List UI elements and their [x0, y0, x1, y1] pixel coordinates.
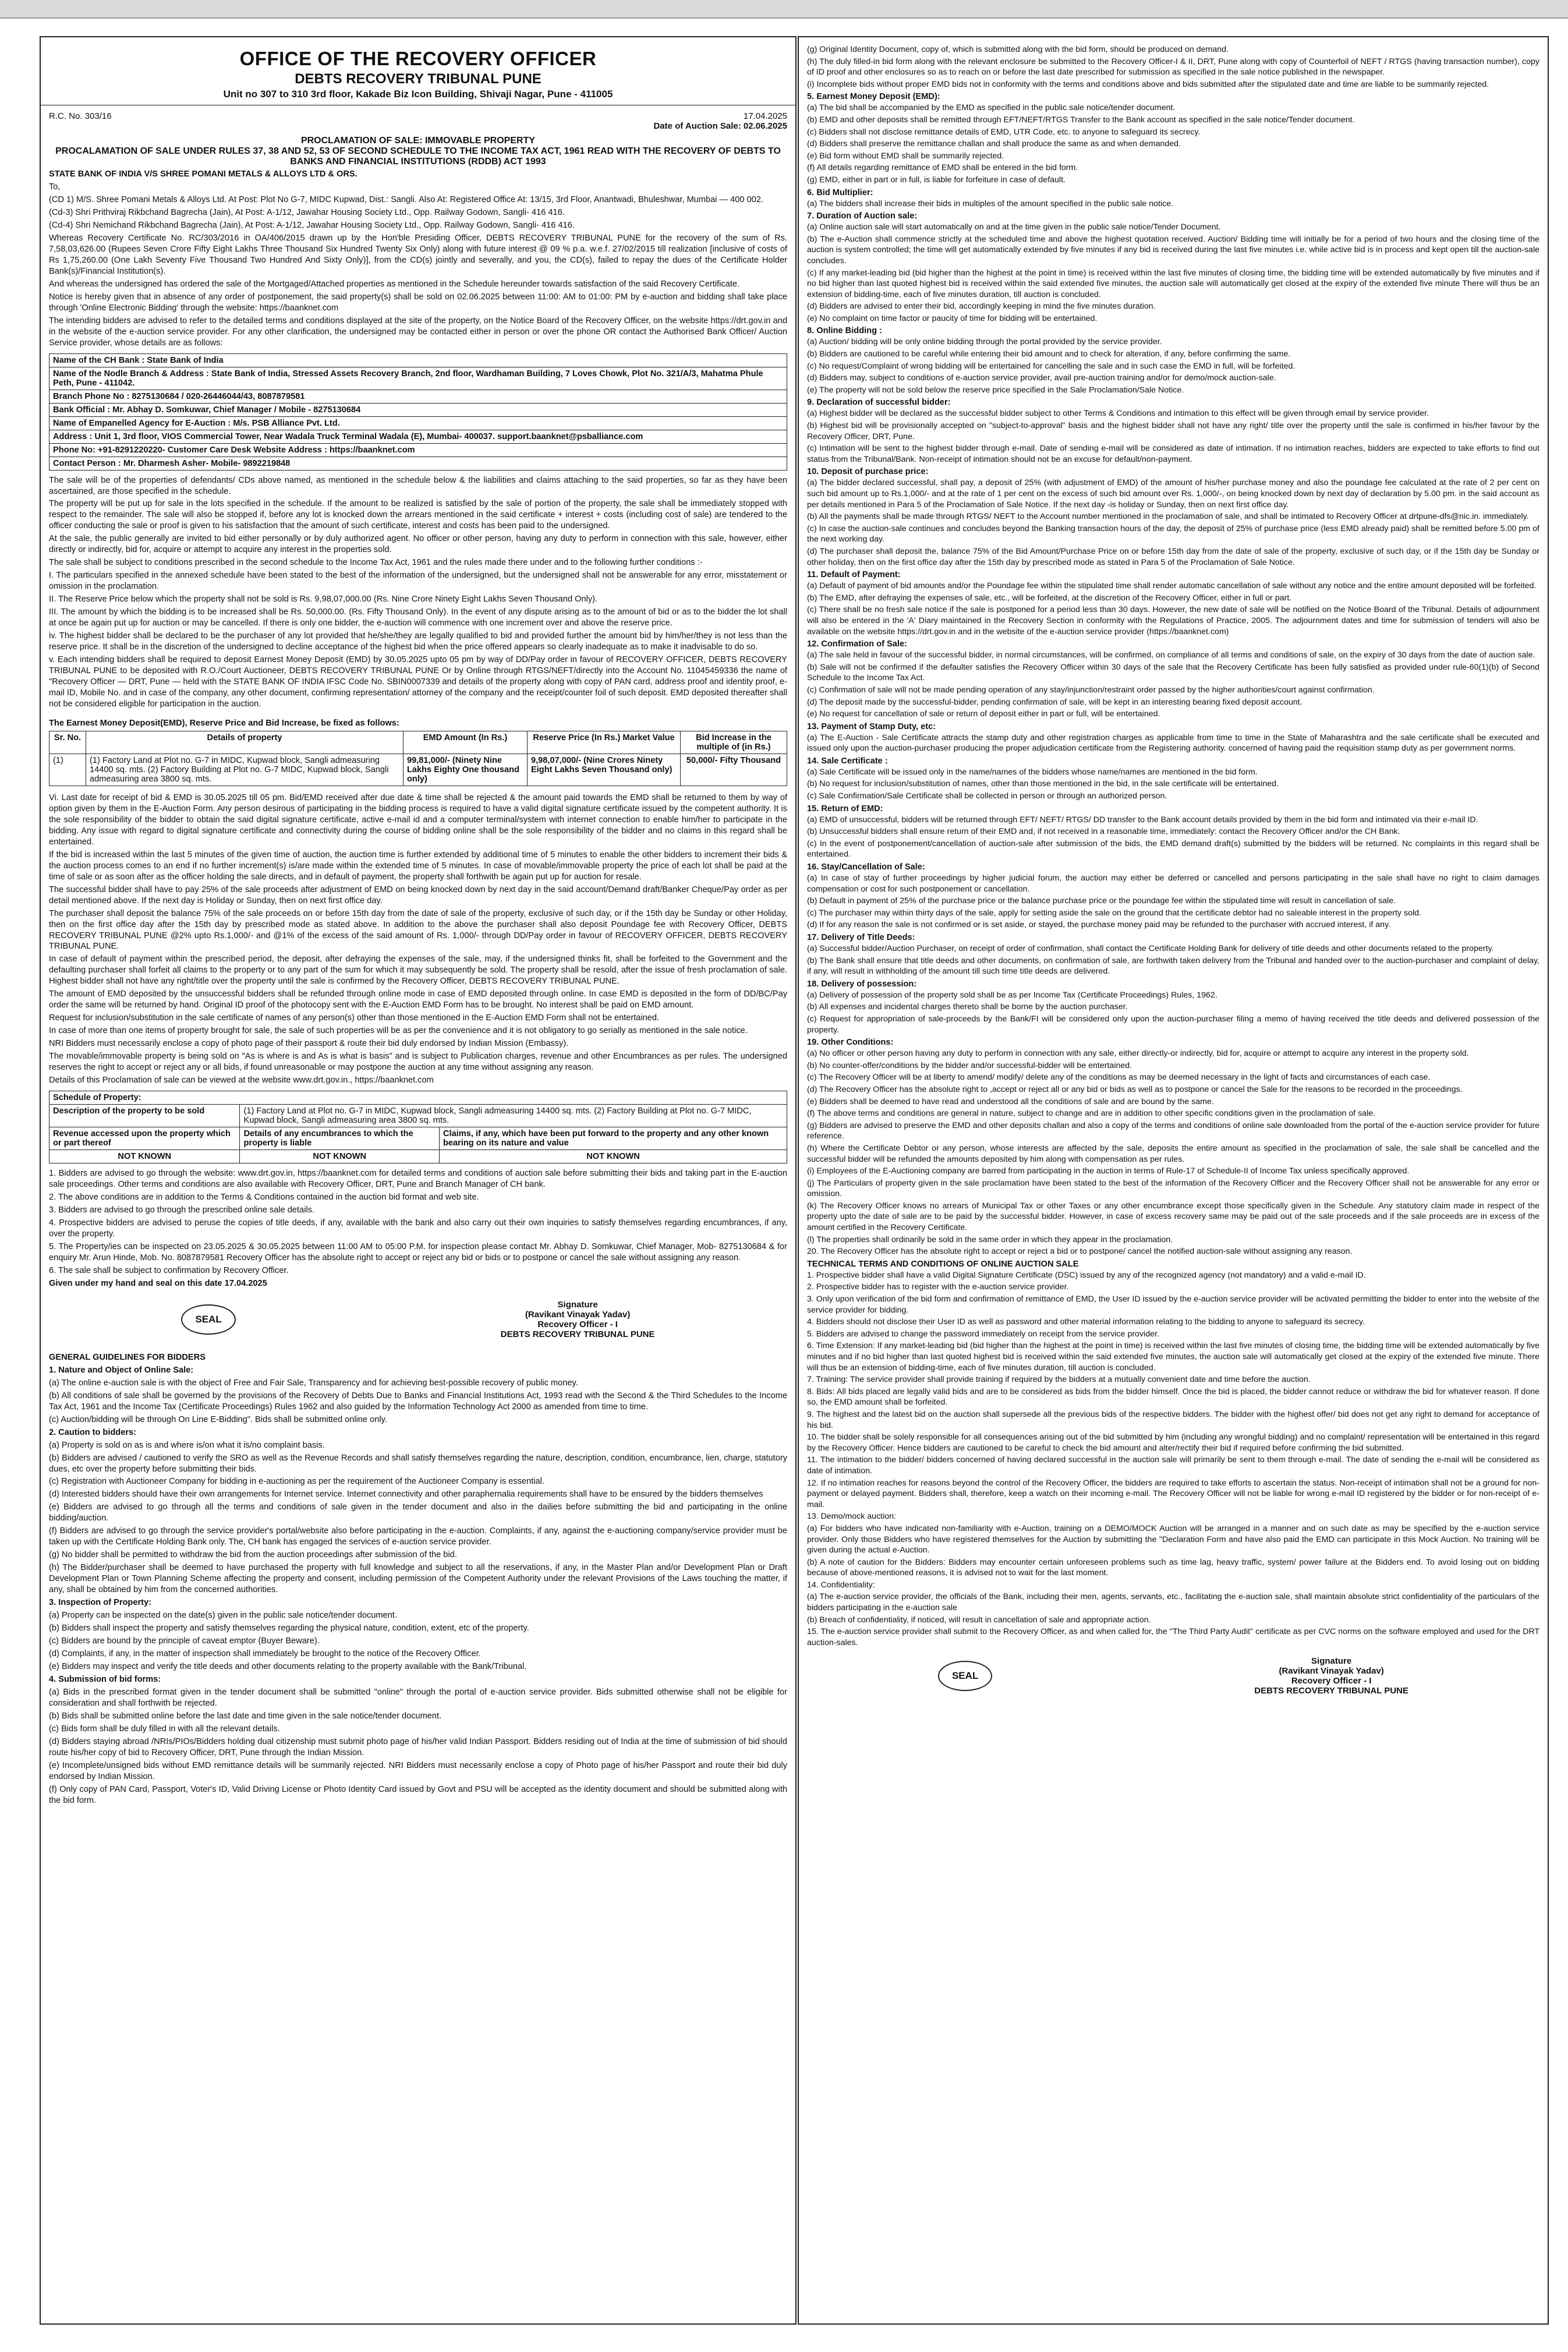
emd-table	[49, 731, 787, 786]
guideline-item: (a) The bidder declared successful, shall pay, a deposit of 25% (with adjustment of EMD) of the amount of his/her purchase money and also the poundage fee calculated at the rate of 2 per cent on such bid amount up to Rs.1,000/- and at the rate of 1 per cent on the excess of such bid amount over Rs. 1,000/-, on being knocked down by next day of declaration by 5.00 pm. in the said account as per details mentioned in Para 5 of the Proclamation of Sale Notice. If the next day -is holiday or Sunday, then on next first office day.	[807, 478, 1539, 510]
numbered-note: 2. The above conditions are in addition to the Terms & Conditions contained in the auction bid format and web site.	[49, 1193, 479, 1202]
guideline-item: (d) The purchaser shall deposit the, balance 75% of the Bid Amount/Purchase Price on or before 15th day from the date of sale of the property, exclusive of such day, or if the 15th day be Sunday or other holiday, then on the first office day after the 15th day by prescribed mode as stated in Para 5 of the Proclamation of Sale Notice.	[807, 546, 1539, 567]
guideline-item: (e) The property will not be sold below the reserve price specified in the Sale Proclamation/Sale Notice.	[807, 385, 1184, 395]
term: NRI Bidders must necessarily enclose a copy of photo page of their passport & route their bid duly endorsed by Indian Mission (Embassy).	[49, 1039, 569, 1049]
guideline-item: 7. Training: The service provider shall provide training if required by the bidders at a mutually convenient date and time before the auction.	[807, 1375, 1311, 1385]
office-title: OFFICE OF THE RECOVERY OFFICER	[239, 48, 597, 69]
guideline-item: (c) If any market-leading bid (bid higher than the highest at the point in time) is received within the last five minutes of closing time, the bidding time will be extended automatically by five minutes and if no bid higher than last quoted highest bid is received within the said extended five minutes, the auction sale will automatically get closed at the expiry of the extended five minute There will thus be an extension of bidding-time, each of five minutes duration, till auction is concluded.	[807, 268, 1539, 299]
guideline-item: (a) The bidders shall increase their bids in multiples of the amount specified in the public sale notice.	[807, 199, 1174, 208]
guideline-item: (a) The online e-auction sale is with the object of Free and Fair Sale, Transparency and for achieving best-possible recovery of public money.	[49, 1378, 578, 1388]
guideline-item: (c) Intimation will be sent to the highest bidder through e-mail. Date of sending e-mail will be considered as date of intimation. If no intimation reaches, bidders are expected to take efforts to find out status from the Tribunal/Bank. Non-receipt of intimation should not be an excuse for default/non-payment.	[807, 444, 1539, 464]
schedule-desc-label: Description of the property to be sold	[49, 1105, 240, 1127]
guideline-item: (c) There shall be no fresh sale notice if the sale is postponed for a period less than 30 days. However, the new date of sale will be notified on the Notice Board of the Tribunal. Details of adjournment will also be entered in the 'A' Diary maintained in the Recovery Section in conformity with the Regulations of Practice, 2005. The adjournment dates and time for submission of tenders will also be available on the website https://drt.gov.in and in the website of the e-auction service provider (https://baanknet.com)	[807, 605, 1539, 636]
guideline-item: (c) In the event of postponement/cancellation of auction-sale after submission of the bids, the EMD demand draft(s) submitted by the bidders will be returned. Nc complaints in this regard shall be entertained.	[807, 839, 1539, 860]
guideline-item: (d) Complaints, if any, in the matter of inspection shall immediately be brought to the notice of the Recovery Officer.	[49, 1649, 481, 1659]
condition-ii: II. The Reserve Price below which the property shall not be sold is Rs. 9,98,07,000.00 (Rs. Nine Crore Ninety Eight Lakhs Seven Thousand Only).	[49, 595, 598, 604]
guideline-item: (b) Default in payment of 25% of the purchase price or the balance purchase price or the poundage fee within the stipulated time will result in cancellation of sale.	[807, 896, 1396, 906]
signatory-name: (Ravikant Vinayak Yadav)	[525, 1309, 631, 1320]
guideline-item: (e) No request for cancellation of sale or return of deposit either in part or full, will be entertained.	[807, 709, 1160, 719]
guideline-item: 4. Bidders should not disclose their User ID as well as password and other material information relating to the bidding to anyone to safeguard its secrecy.	[807, 1317, 1365, 1327]
guideline-item: (b) Breach of confidentiality, if noticed, will result in cancellation of sale and appropriate action.	[807, 1615, 1151, 1625]
recital-1: Whereas Recovery Certificate No. RC/303/2016 in OA/406/2015 drawn up by the Hon'ble Presiding Officer, DEBTS RECOVERY TRIBUNAL PUNE for the recovery of the sum of Rs. 7,58,03,626.00 (Rupees Seven Crore Fifty Eight Lakhs Three Thousand Six Hundred Twenty Six Only) along with future interest @ 09 % p.a. w.e.f. 27/02/2015 till realization [inclusive of costs of Rs 1,75,260.00 (One Lakh Seventy Five Thousand Two Hundred And Sixty Only)], from the CD(s) jointly and severally, and you, the CD(s), failed to repay the dues of the Certificate Holder Bank(s)/Financial Institution(s).	[49, 233, 787, 276]
condition-iii: III. The amount by which the bidding is to be increased shall be Rs. 50,000.00. (Rs. Fifty Thousand Only). In the event of any dispute arising as to the amount of bid or as to the bidder the lot shall at once be again put up for auction or may be cancelled. If there is only one bidder, the e-auction will commence with one increment over and above the reserve price.	[49, 607, 787, 628]
proclamation-heading: PROCLAMATION OF SALE: IMMOVABLE PROPERTY	[300, 136, 536, 146]
guideline-heading: 14. Sale Certificate :	[807, 756, 888, 766]
guideline-item: (d) Interested bidders should have their own arrangements for Internet service. Internet connectivity and other paraphernalia requirements shall have to be ensured by the bidders themselves	[49, 1490, 763, 1499]
guideline-item: (a) Bids in the prescribed format given in the tender document shall be submitted "online" through the portal of e-auction service provider. Bids submitted otherwise shall not be eligible for consideration and shall forthwith be rejected.	[49, 1687, 787, 1708]
guideline-item: (g) Original Identity Document, copy of, which is submitted along with the bid form, should be produced on demand.	[807, 45, 1229, 54]
guideline-item: (b) Bids shall be submitted online before the last date and time given in the sale notice/tender document.	[49, 1711, 442, 1721]
guideline-item: (d) Bidders staying abroad /NRIs/PIOs/Bidders holding dual citizenship must submit photo page of his/her valid Indian Passport. Bidders residing out of India at the time of submission of bid should route his/her copy of bid to Recovery Officer, DRT, Pune through the Indian Mission.	[49, 1736, 787, 1757]
guideline-item: (b) Sale will not be confirmed if the defaulter satisfies the Recovery Officer within 30 days of the sale that the Recovery Certificate has been fully satisfied as provided under rule-60(1)(b) of Second Schedule to the Income Tax Act.	[807, 662, 1539, 683]
contact-row: Branch Phone No : 8275130684 / 020-26446044/43, 8087879581	[49, 390, 787, 403]
term: Request for inclusion/substitution in the sale certificate of names of any person(s) other than those mentioned in the E-Auction EMD Form shall not be entertained.	[49, 1013, 660, 1023]
emd-header: EMD Amount (In Rs.)	[403, 731, 528, 754]
guideline-item: (k) The Recovery Officer knows no arrears of Municipal Tax or other Taxes or any other encumbrance except those specifically given in the Schedule. Any statutory claim made in respect of the property upto the date of sale are to be paid by the successful bidder. However, in case of excess recovery same may be paid out of the sale proceeds and if the sale proceeds are in excess of the amount certified in the Recovery Certificate.	[807, 1201, 1539, 1233]
guideline-item: (b) All conditions of sale shall be governed by the provisions of the Recovery of Debts Due to Banks and Financial Institutions Act, 1993 read with the Second & the Third Schedules to the Income Tax Act, 1961 and the Income Tax (Certificate Proceedings) Rules 1962 and also guided by the Information Technology Act 2000 as amended from time to time.	[49, 1391, 787, 1412]
guideline-item: (a) Highest bidder will be declared as the successful bidder subject to other Terms & Conditions and intimation to this effect will be given through email by service provider.	[807, 409, 1429, 419]
term: The purchaser shall deposit the balance 75% of the sale proceeds on or before 15th day from the date of sale of the property, exclusive of such day, or if the 15th day be Sunday or other Holiday, then on the first office day after the 15th day by prescribed mode as stated above. In addition to the above the purchaser shall also deposit Poundage fee with Recovery Officer, DEBTS RECOVERY TRIBUNAL PUNE @2% upto Rs.1,000/- and @1% of the excess of the said amount of Rs. 1,000/- through DD/Pay order in favour of RECOVERY OFFICER, DEBTS RECOVERY TRIBUNAL PUNE.	[49, 908, 787, 952]
guideline-heading: 17. Delivery of Title Deeds:	[807, 933, 915, 942]
guideline-item: 1. Prospective bidder shall have a valid Digital Signature Certificate (DSC) issued by any of the recognized agency (not mandatory) and a valid e-mail ID.	[807, 1270, 1366, 1280]
guideline-item: (c) Confirmation of sale will not be made pending operation of any stay/injunction/restraint order passed by the higher authorities/court against confirmation.	[807, 685, 1375, 695]
numbered-note: 1. Bidders are advised to go through the website: www.drt.gov.in, https://baanknet.com for detailed terms and conditions of auction sale before submitting their bids and taking part in the E-auction sale proceedings. Other terms and conditions are also available with Recovery Officer, DRT, Pune and Branch Manager of CH bank.	[49, 1169, 787, 1190]
contact-row: Bank Official : Mr. Abhay D. Somkuwar, Chief Manager / Mobile - 8275130684	[49, 403, 787, 416]
term: The successful bidder shall have to pay 25% of the sale proceeds after adjustment of EMD on being knocked down by next day in the said account/Demand draft/Banker Cheque/Pay order as per detail mentioned above. If the next day is Holiday or Sunday, then on next first office day.	[49, 885, 787, 906]
schedule-header: Claims, if any, which have been put forward to the property and any other known bearing on its nature and value	[439, 1127, 787, 1150]
guideline-item: (e) Incomplete/unsigned bids without EMD remittance details will be summarily rejected. NRI Bidders must necessarily enclose a copy of Photo page of his/her Passport and route their bid duly endorsed by Indian Mission.	[49, 1760, 787, 1781]
guideline-heading: 19. Other Conditions:	[807, 1038, 894, 1048]
condition-b: At the sale, the public generally are invited to bid either personally or by duly authorized agent. No officer or other person, having any duty to perform in connection with this sale, however, either directly or indirectly, bid for, acquire or attempt to acquire any interest in the properties sold.	[49, 534, 787, 555]
guideline-item: (d) If for any reason the sale is not confirmed or is set aside, or stayed, the purchase money paid may be refunded to the purchaser with accrued interest, if any.	[807, 920, 1391, 930]
guideline-item: (b) EMD and other deposits shall be remitted through EFT/NEFT/RTGS Transfer to the Bank account as specified in the sale notice/Tender document.	[807, 115, 1355, 125]
auction-date: Date of Auction Sale: 02.06.2025	[653, 121, 787, 131]
signature-row-right	[807, 1656, 1539, 1696]
proclamation-column	[40, 36, 797, 2325]
guideline-item: (b) Bidders are advised / cautioned to verify the SRO as well as the Revenue Records and shall satisfy themselves regarding the nature, description, condition, encumbrance, lien, charge, statutory dues, etc over the property before submitting their bids.	[49, 1453, 787, 1474]
guideline-item: (a) For bidders who have indicated non-familiarity with e-Auction, training on a DEMO/MOCK Auction will be arranged in a manner and on such date as may be specified by the e-auction service provider. Only those Bidders who have registered themselves for the Auction by submitting the "Declaration Form and have also paid the EMD can participate in this Mock Auction. No training will be given during the actual e-Auction.	[807, 1523, 1539, 1555]
guideline-item: (b) The EMD, after defraying the expenses of sale, etc., will be forfeited, at the discretion of the Recovery Officer, either in full or part.	[807, 593, 1292, 603]
guideline-item: (f) The above terms and conditions are general in nature, subject to change and are in addition to other specific conditions given in the proclamation of sale.	[807, 1109, 1376, 1119]
guideline-item: 8. Bids: All bids placed are legally valid bids and are to be considered as bids from the bidder himself. Once the bid is placed, the bidder cannot reduce or withdraw the bid for whatever reason. If done so, the EMD amount shall be forfeited.	[807, 1387, 1539, 1407]
signatory-office: DEBTS RECOVERY TRIBUNAL PUNE	[500, 1329, 655, 1339]
emd-header: Reserve Price (In Rs.) Market Value	[528, 731, 681, 754]
guideline-item: (f) Only copy of PAN Card, Passport, Voter's ID, Valid Driving License or Photo Identity Card issued by Govt and PSU will be accepted as the identity document and should be submitted along with the bid form.	[49, 1784, 787, 1805]
guideline-item: (a) The sale held in favour of the successful bidder, in normal circumstances, will be confirmed, on compliance of all terms and conditions of sale, on the expiry of 30 days from the date of auction sale.	[807, 650, 1535, 660]
guideline-item: (e) Bidders shall be deemed to have read and understood all the conditions of sale and are bound by the same.	[807, 1097, 1214, 1106]
guideline-item: (c) No request/Complaint of wrong bidding will be entertained for cancelling the sale and in such case the EMD in full, will be forfeited.	[807, 361, 1296, 371]
guideline-item: (h) The Bidder/purchaser shall be deemed to have purchased the property with full knowledge and subject to all the reservations, if any, in the Master Plan and/or Development Plan or Draft Development Plan or Town Planning Scheme affecting the property and consent, including permission of the Competent Authority under the relevant Provisions of the Laws touching the matter, if any, shall be obtained by him from the concerned authorities.	[49, 1563, 787, 1595]
guideline-item: (c) The Recovery Officer will be at liberty to amend/ modify/ delete any of the conditions as may be deemed necessary in the light of facts and circumstances of each case.	[807, 1073, 1431, 1083]
guideline-item: (a) No officer or other person having any duty to perform in connection with any sale, either directly-or indirectly, bid for, acquire or attempt to acquire any interest in the property sold.	[807, 1049, 1469, 1059]
guideline-item: (b) All the payments shall be made through RTGS/ NEFT to the Account number mentioned in the proclamation of sale, and shall be intimated to Recovery Officer at drtpune-dfs@nic.in. immediately.	[807, 512, 1529, 522]
schedule-title: Schedule of Property:	[49, 1091, 787, 1105]
tribunal-name: DEBTS RECOVERY TRIBUNAL PUNE	[295, 71, 541, 87]
schedule-value: NOT KNOWN	[49, 1150, 240, 1163]
guideline-item: (c) Request for appropriation of sale-proceeds by the Bank/FI will be considered only upon the auction-purchaser filing a memo of having received the title deeds and delivered possession of the property.	[807, 1014, 1539, 1035]
signatory-office: DEBTS RECOVERY TRIBUNAL PUNE	[1254, 1686, 1409, 1696]
signatory-name: (Ravikant Vinayak Yadav)	[1279, 1666, 1384, 1677]
guideline-item: (i) Employees of the E-Auctioning company are barred from participating in the auction in terms of Rule-17 of Schedule-II of Income Tax unless specifically approved.	[807, 1166, 1410, 1176]
guideline-item: (g) EMD, either in part or in full, is liable for forfeiture in case of default.	[807, 175, 1066, 185]
condition-iv: iv. The highest bidder shall be declared to be the purchaser of any lot provided that he/she/they are legally qualified to bid and provided further the amount bid by him/her/they is not less than the reserve price. It shall be in the discretion of the undersigned to decline acceptance of the highest bid when the price offered appears so clearly inadequate as to make it inadvisable to do so.	[49, 631, 787, 652]
date-stack	[653, 111, 787, 131]
guideline-heading: 16. Stay/Cancellation of Sale:	[807, 862, 925, 872]
guideline-item: (a) Sale Certificate will be issued only in the name/names of the bidders whose name/names are mentioned in the bid form.	[807, 767, 1258, 777]
guideline-heading: 7. Duration of Auction sale:	[807, 211, 918, 221]
guideline-item: (d) The deposit made by the successful-bidder, pending confirmation of sale, will be kept in an interesting bearing fixed deposit account.	[807, 697, 1302, 707]
signature-block	[1254, 1656, 1408, 1696]
guideline-item: (j) The Particulars of property given in the sale proclamation have been stated to the best of the information of the Recovery Officer and the Recovery Officer shall not be answerable for any error or omission.	[807, 1178, 1539, 1199]
guideline-heading: 8. Online Bidding :	[807, 326, 882, 336]
condition-c: The sale shall be subject to conditions prescribed in the second schedule to the Income Tax Act, 1961 and the rules made there under and to the following further conditions :-	[49, 558, 703, 568]
guideline-item: 9. The highest and the latest bid on the auction shall supersede all the previous bids of the respective bidders. The bidder with the highest offer/ bid does not get any right to demand for acceptance of his bid.	[807, 1409, 1539, 1430]
guidelines-column	[798, 36, 1549, 2325]
emd-header: Sr. No.	[49, 731, 86, 754]
guideline-item: (a) Auction/ bidding will be only online bidding through the portal provided by the service provider.	[807, 337, 1162, 347]
term: Details of this Proclamation of sale can be viewed at the website www.drt.gov.in., https://baanknet.com	[49, 1076, 434, 1085]
guideline-heading: 2. Caution to bidders:	[49, 1427, 136, 1437]
guideline-item: (h) The duly filled-in bid form along with the relevant enclosure be submitted to the Recovery Officer-I & II, DRT, Pune along with copy of Counterfoil of NEFT / RTGS (having transaction number), copy of ID proof and other enclosures so as to reach on or before the last date prescribed for submission as specified in the sale notice published in the newspaper.	[807, 56, 1539, 77]
contact-row: Name of the Nodle Branch & Address : State Bank of India, Stressed Assets Recovery Branch, 2nd floor, Wardhaman Building, 7 Loves Chowk, Plot No. 321/A/3, Mahatma Phule Peth, Pune - 411042.	[49, 367, 787, 390]
proclamation-subheading: PROCALAMATION OF SALE UNDER RULES 37, 38 AND 52, 53 OF SECOND SCHEDULE TO THE INCOME TAX ACT, 1961 READ WITH THE RECOVERY OF DEBTS TO BANKS AND FINANCIAL INSTITUTIONS (RDDB) ACT 1993	[55, 146, 781, 167]
guideline-item: (c) Bids form shall be duly filled in with all the relevant details.	[49, 1724, 280, 1734]
guideline-item: (e) Bid form without EMD shall be summarily rejected.	[807, 151, 1004, 161]
guideline-item: 3. Only upon verification of the bid form and confirmation of remittance of EMD, the User ID issued by the e-auction service provider will be activated permitting the bidder to enter into the website of the service provider for bidding.	[807, 1295, 1539, 1315]
guideline-item: (a) Online auction sale will start automatically on and at the time given in the public sale notice/Tender Document.	[807, 222, 1221, 232]
guideline-item: (e) Bidders may inspect and verify the title deeds and other documents relating to the property available with the Bank/Tribunal.	[49, 1662, 527, 1671]
guideline-item: (f) Bidders are advised to go through the service provider's portal/website also before participating in the e-auction. Complaints, if any, against the e-auctioning company/service provider must be taken up with the Certificate Holding Bank only. The, CH bank has engaged the services of e-auction service provider.	[49, 1526, 787, 1547]
emd-cell: (1)	[49, 754, 86, 786]
numbered-note: 5. The Property/ies can be inspected on 23.05.2025 & 30.05.2025 between 11:00 AM to 05:00 P.M. for inspection please contact Mr. Abhay D. Somkuwar, Chief Manager, Mob- 8275130684 & for enquiry Mr. Arun Hinde, Mob. No. 8087879581 Recovery Officer has the absolute right to accept or reject any bid or bids or to postpone or cancel the sale without assigning any reason.	[49, 1242, 787, 1262]
guideline-item: (b) The Bank shall ensure that title deeds and other documents, on confirmation of sale, are forthwith taken delivery from the Tribunal and handed over to the auction-purchaser and complaint of delay, if any, will result in withholding of the amount till such time title deeds are delivered.	[807, 956, 1539, 977]
guideline-item: (b) No counter-offer/conditions by the bidder and/or successful-bidder will be entertained.	[807, 1060, 1132, 1070]
guideline-heading: 4. Submission of bid forms:	[49, 1674, 161, 1684]
signature-label: Signature	[1311, 1656, 1352, 1667]
guideline-item: (c) Bidders are bound by the principle of caveat emptor (Buyer Beware).	[49, 1636, 320, 1646]
term: The amount of EMD deposited by the unsuccessful bidders shall be refunded through online mode in case of EMD deposited through online. In case EMD is deposited in the form of DD/BC/Pay order the same will be returned by hand. Original ID proof of the photocopy sent with the E-Auction EMD Form has to be brought. No interest shall be paid on EMD amount.	[49, 989, 787, 1010]
guidelines-body	[807, 44, 1539, 1648]
schedule-value: NOT KNOWN	[439, 1150, 787, 1163]
guideline-item: 5. Bidders are advised to change the password immediately on receipt from the service provider.	[807, 1329, 1159, 1339]
schedule-value: NOT KNOWN	[240, 1150, 440, 1163]
emd-table-caption: The Earnest Money Deposit(EMD), Reserve Price and Bid Increase, be fixed as follows:	[49, 718, 399, 728]
cd3-address: (Cd-3) Shri Prithviraj Rikbchand Bagrecha (Jain), At Post: A-1/12, Jawahar Housing Society Ltd., Opp. Railway Godown, Sangli- 416 416.	[49, 207, 565, 217]
guideline-item: (d) Bidders shall preserve the remittance challan and shall produce the same as and when demanded.	[807, 139, 1181, 149]
guideline-item: (c) Sale Confirmation/Sale Certificate shall be collected in person or through an authorized person.	[807, 791, 1167, 801]
guidelines-title: GENERAL GUIDELINES FOR BIDDERS	[49, 1352, 206, 1362]
schedule-table	[49, 1091, 787, 1163]
term: In case of more than one items of property brought for sale, the sale of such properties will be as per the convenience and it is not obligatory to go serially as mentioned in the sale notice.	[49, 1026, 748, 1036]
guideline-item: (b) A note of caution for the Bidders: Bidders may encounter certain unforeseen problems such as time lag, heavy traffic, system/ power failure at the Bidders end. To avoid losing out on bidding because of above-mentioned reasons, it is advised not to wait for the last moment.	[807, 1557, 1539, 1578]
condition-a: The property will be put up for sale in the lots specified in the schedule. If the amount to be realized is satisfied by the sale of portion of the property, the sale shall be immediately stopped with respect to the remainder. The sale will also be stopped if, before any lot is knocked down the arrears mentioned in the said certificate + interest + costs (including cost of sale) are tendered to the officer conducting the sale or proof is given to his satisfaction that the amount of such certificate, interest and costs has been paid to the undersigned.	[49, 499, 787, 531]
guideline-item: 14. Confidentiality:	[807, 1580, 875, 1590]
guideline-heading: 6. Bid Multiplier:	[807, 188, 873, 197]
guideline-item: 11. The intimation to the bidder/ bidders concerned of having declared successful in the auction sale will primarily be sent to them through e-mail. The date of sending the e-mail will be considered as date of intimation.	[807, 1455, 1539, 1476]
recital-2: And whereas the undersigned has ordered the sale of the Mortgaged/Attached properties as mentioned in the Schedule hereunder towards satisfaction of the said Recovery Certificate.	[49, 279, 740, 289]
guideline-item: (c) In case the auction-sale continues and concludes beyond the Banking transaction hours of the day, the deposit of 25% of purchase price (less EMD already paid) shall be remitted before 5.00 pm of the next working day.	[807, 524, 1539, 544]
schedule-header: Revenue accessed upon the property which or part thereof	[49, 1127, 240, 1150]
guideline-heading: 5. Earnest Money Deposit (EMD):	[807, 92, 940, 102]
guideline-heading: 15. Return of EMD:	[807, 804, 883, 814]
contact-row: Name of Empanelled Agency for E-Auction : M/s. PSB Alliance Pvt. Ltd.	[49, 416, 787, 430]
guideline-item: (a) Delivery of possession of the property sold shall be as per Income Tax (Certificate Proceedings) Rules, 1962.	[807, 990, 1217, 1000]
guideline-item: (a) Default of payment of bid amounts and/or the Poundage fee within the stipulated time shall render automatic cancellation of sale without any notice and the entire amount deposited will be forfeited.	[807, 581, 1537, 591]
guideline-item: (a) In case of stay of further proceedings by higher judicial forum, the auction may either be deferred or cancelled and persons participating in the sale shall have no right to claim damages compensation or cost for such postponement or cancellation.	[807, 873, 1539, 894]
guideline-item: (c) Bidders shall not disclose remittance details of EMD, UTR Code, etc. to anyone to safeguard its secrecy.	[807, 127, 1201, 137]
recital-3: Notice is hereby given that in absence of any order of postponement, the said property(s) shall be sold on 02.06.2025 between 11:00: AM to 01:00: PM by e-auction and bidding shall take place through 'Online Electronic Bidding' through the website: https://baanknet.com	[49, 292, 787, 313]
guideline-item: (a) The bid shall be accompanied by the EMD as specified in the public sale notice/tender document.	[807, 103, 1176, 113]
emd-header: Details of property	[86, 731, 403, 754]
guideline-item: (d) The Recovery Officer has the absolute right to ,accept or reject all or any bid or bids as well as to postpone or cancel the Sale for the reasons to be recorded in the proceedings.	[807, 1084, 1463, 1094]
guideline-item: (c) Registration with Auctioneer Company for bidding in e-auctioning as per the requirement of the Auctioneer Company is essential.	[49, 1477, 544, 1487]
signature-label: Signature	[557, 1299, 598, 1310]
numbered-note: 4. Prospective bidders are advised to peruse the copies of title deeds, if any, available with the bank and also carry out their own inquiries to satisfy themselves regarding encumbrances, if any, over the property.	[49, 1218, 787, 1239]
recital-4: The intending bidders are advised to refer to the detailed terms and conditions displayed at the site of the property, on the Notice Board of the Recovery Officer, on the website https://drt.gov.in and in the website of the e-auction service provider. For any other clarification, the undersigned may be contacted either in person or over the phone OR contact the Authorised Bank Officer/ Auction Service provider, whose details are as follows:	[49, 316, 787, 348]
guideline-heading: 18. Delivery of possession:	[807, 979, 917, 989]
contact-table	[49, 353, 787, 471]
guideline-item: 12. If no intimation reaches for reasons beyond the control of the Recovery Officer, the bidders are required to take efforts to ascertain the status. Non-receipt of intimation shall not be a ground for non-payment or delayed payment. Bidders shall, therefore, keep a watch on their incoming e-mail. The Recovery Officer will not be liable for wrong e-mail ID registered by the bidder or for non-receipt of e-mail.	[807, 1478, 1539, 1509]
guideline-item: 10. The bidder shall be solely responsible for all consequences arising out of the bid submitted by him (including any wrongful bidding) and no complaint/ representation will be entertained in this regard by the Recovery Officer. Hence bidders are cautioned to be careful to check the bid amount and alter/rectify their bid if required before confirming the bid submitted.	[807, 1433, 1539, 1453]
guideline-item: (d) Bidders may, subject to conditions of e-auction service provider, avail pre-auction training and/or for demo/mock auction-sale.	[807, 373, 1276, 383]
guideline-heading: 9. Declaration of successful bidder:	[807, 398, 951, 408]
cd1-address: (CD 1) M/S. Shree Pomani Metals & Alloys Ltd. At Post: Plot No G-7, MIDC Kupwad, Dist.: Sangli. Also At: Registered Office At: 13/15, 3rd Floor, Anantwadi, Bhuleshwar, Mumbai — 400 002.	[49, 194, 763, 204]
guideline-item: (a) EMD of unsuccessful, bidders will be returned through EFT/ NEFT/ RTGS/ DD transfer to the Bank account details provided by them in the bid form and intimated via their e-mail ID.	[807, 815, 1478, 825]
guideline-item: 13. Demo/mock auction:	[807, 1512, 896, 1522]
contact-row: Contact Person : Mr. Dharmesh Asher- Mobile- 9892219848	[49, 457, 787, 470]
emd-cell: 9,98,07,000/- (Nine Crores Ninety Eight Lakhs Seven Thousand only)	[528, 754, 681, 786]
signature-block	[501, 1300, 655, 1339]
guideline-heading: 10. Deposit of purchase price:	[807, 467, 929, 477]
guideline-item: (c) Auction/bidding will be through On Line E-Bidding". Bids shall be submitted online only.	[49, 1414, 387, 1424]
guideline-item: (b) No request for inclusion/substitution of names, other than those mentioned in the bid, in the sale certificate will be entertained.	[807, 779, 1279, 789]
guideline-item: (a) Property can be inspected on the date(s) given in the public sale notice/tender document.	[49, 1611, 397, 1621]
term: In case of default of payment within the prescribed period, the deposit, after defraying the expenses of the sale, may, if the undersigned thinks fit, shall be forfeited to the Government and the defaulting purchaser shall forfeit all claims to the property or to any part of the sum for which it may subsequently be sold. The property shall be resold, after the issue of fresh proclamation of sale. Highest bidder shall not have any right/title over the property until the sale is confirmed by the Recovery Officer, DEBTS RECOVERY TRIBUNAL PUNE.	[49, 954, 787, 986]
signatory-designation: Recovery Officer - I	[1291, 1676, 1372, 1686]
condition-i: I. The particulars specified in the annexed schedule have been stated to the best of the information of the undersigned, but the undersigned shall not be answerable for any error, misstatement or omission in the proclamation.	[49, 571, 787, 592]
signatory-designation: Recovery Officer - I	[537, 1319, 618, 1329]
guideline-item: (h) Where the Certificate Debtor or any person, whose interests are affected by the sale, deposits the entire amount as specified in the proclamation of sale, the sale shall be cancelled and the successful bidder will be refunded the amounts deposited by him along with compensation as per rules.	[807, 1143, 1539, 1164]
guideline-item: 15. The e-auction service provider shall submit to the Recovery Officer, as and when called for, the "The Third Party Audit" certificate as per CVC norms on the software employed and used for the DRT auction-sales.	[807, 1627, 1539, 1647]
guideline-heading: 13. Payment of Stamp Duty, etc:	[807, 721, 936, 731]
numbered-note: 6. The sale shall be subject to confirmation by Recovery Officer.	[49, 1265, 289, 1275]
schedule-desc-value: (1) Factory Land at Plot no. G-7 in MIDC, Kupwad block, Sangli admeasuring 14400 sq. mts. (2) Factory Building at Plot no. G-7 MIDC, Kupwad block, Sangli admeasuring area 3800 sq. mts.	[240, 1105, 787, 1127]
emd-header: Bid Increase in the multiple of (in Rs.)	[681, 731, 787, 754]
emd-cell: (1) Factory Land at Plot no. G-7 in MIDC, Kupwad block, Sangli admeasuring 14400 sq. mts. (2) Factory Building at Plot no. G-7 MIDC, Kupwad block, Sangli admeasuring area 3800 sq. mts.	[86, 754, 403, 786]
guideline-item: (a) Property is sold on as is and where is/on what it is/no complaint basis.	[49, 1440, 325, 1450]
guideline-item: (b) All expenses and incidental charges thereto shall be borne by the auction purchaser.	[807, 1002, 1128, 1012]
guideline-item: (e) Bidders are advised to go through all the terms and conditions of sale given in the tender document and also in the dailies before submitting the bid and participating in the online bidding/auction.	[49, 1502, 787, 1523]
guideline-item: (b) The e-Auction shall commence strictly at the scheduled time and above the highest quotation received. Auction/ Bidding time will initially be for a period of two hours and the closing time of the auction is system controlled; the time will get automatically extended by five minutes if any bid is received during the last five minutes i.e. while active bid is in process and kept open till the auction-sale concludes.	[807, 234, 1539, 266]
given-under-hand: Given under my hand and seal on this date 17.04.2025	[49, 1278, 267, 1288]
guideline-item: (g) No bidder shall be permitted to withdraw the bid from the auction proceedings after submission of the bid.	[49, 1550, 457, 1560]
guideline-item: (l) The properties shall ordinarily be sold in the same order in which they appear in the proclamation.	[807, 1235, 1173, 1244]
guideline-heading: 3. Inspection of Property:	[49, 1598, 151, 1608]
numbered-note: 3. Bidders are advised to go through the prescribed online sale details.	[49, 1205, 314, 1215]
guideline-heading: 12. Confirmation of Sale:	[807, 639, 907, 649]
emd-cell: 50,000/- Fifty Thousand	[681, 754, 787, 786]
term: If the bid is increased within the last 5 minutes of the given time of auction, the auction time is further extended by additional time of 5 minutes to enable the other bidders to increment their bids & the auction process comes to an end if no further increment(s) is/are made within the extended time of 5 minutes. In case of movable/immovable property the price of each lot shall be paid at the time of sale or as soon after as the officer holding the sale directs, and in default of payment, the property shall forthwith be again put up for auction for resale.	[49, 850, 787, 882]
signature-row	[49, 1300, 787, 1339]
guideline-item: 6. Time Extension: If any market-leading bid (bid higher than the highest at the point in time) is received within the last five minutes of closing time, the bidding time will be extended automatically by five minutes and if no bid higher than last quoted highest bid is received within the said extended five minutes, the auction sale will automatically get closed at the expiry of the extended five minute. There will thus be an extension of bidding-time, each of five minutes duration, till auction is concluded.	[807, 1341, 1539, 1373]
guideline-heading: 11. Default of Payment:	[807, 570, 901, 580]
guideline-item: (a) The E-Auction - Sale Certificate attracts the stamp duty and other registration charges as applicable from time to time in the State of Maharashtra and the sale certificate shall be executed and issued only upon the auction-purchaser producing the proper adjudication certificate from the Registering authority. concerned of having paid the requisition stamp duty as per government norms.	[807, 733, 1539, 754]
to-line: To,	[49, 182, 61, 192]
guideline-item: (a) Successful bidder/Auction Purchaser, on receipt of order of confirmation, shall contact the Certificate Holding Bank for delivery of title deeds and other documents related to the property.	[807, 944, 1494, 953]
seal-stamp: SEAL	[181, 1304, 235, 1335]
cd4-address: (Cd-4) Shri Nemichand Rikbchand Bagrecha (Jain), At Post: A-1/12, Jawahar Housing Society Ltd., Opp. Railway Godown, Sangli- 416 416.	[49, 220, 575, 230]
guideline-heading: 1. Nature and Object of Online Sale:	[49, 1365, 194, 1375]
guideline-item: (d) Bidders are advised to enter their bid, accordingly keeping in mind the five minutes duration.	[807, 302, 1156, 312]
guideline-item: (b) Bidders are cautioned to be careful while entering their bid amount and to check for alteration, if any, before confirming the same.	[807, 349, 1291, 359]
guideline-heading: TECHNICAL TERMS AND CONDITIONS OF ONLINE AUCTION SALE	[807, 1259, 1079, 1269]
guideline-item: 2. Prospective bidder has to register with the e-auction service provider.	[807, 1282, 1069, 1292]
term-vi: Vi. Last date for receipt of bid & EMD is 30.05.2025 till 05 pm. Bid/EMD received after due date & time shall be rejected & the amount paid towards the EMD shall be returned to them by way of option given by them in the E-Auction Form. Any person desirous of participating in the bidding process is required to have a valid digital signature certificate issued by the competent authority. It is the sole responsibility of the bidder to obtain the said digital signature certificate, active e-mail id and a computer terminal/system with internet connection to enable him/her to participate in the bidding. Any issue with regard to digital signature certificate and connectivity during the course of bidding online shall be the sole responsibility of the bidder and no claims in this regard shall be entertained.	[49, 793, 787, 847]
parties: STATE BANK OF INDIA V/S SHREE POMANI METALS & ALLOYS LTD & ORS.	[49, 169, 358, 179]
guideline-item: (b) Highest bid will be provisionally accepted on "subject-to-approval" basis and the highest bidder shall not have any right/ title over the property until the sale is confirmed in his/her favour by the Recovery Officer, DRT, Pune.	[807, 421, 1539, 441]
rc-row	[49, 111, 787, 131]
guideline-item: 20. The Recovery Officer has the absolute right to accept or reject a bid or to postpone/ cancel the notified auction-sale without assigning any reason.	[807, 1247, 1353, 1257]
notice-date: 17.04.2025	[743, 111, 787, 121]
office-address: Unit no 307 to 310 3rd floor, Kakade Biz Icon Building, Shivaji Nagar, Pune - 411005	[223, 89, 613, 100]
emd-cell: 99,81,000/- (Ninety Nine Lakhs Eighty One thousand only)	[403, 754, 528, 786]
guideline-item: (a) The e-auction service provider, the officials of the Bank, including their men, agents, servants, etc., facilitating the e-auction sale, shall maintain absolute strict confidentiality of the particulars of the bidders participating in the e-auction sale	[807, 1592, 1539, 1613]
top-bar	[0, 0, 1568, 19]
rc-number: R.C. No. 303/16	[49, 111, 112, 121]
guideline-item: (f) All details regarding remittance of EMD shall be entered in the bid form.	[807, 163, 1078, 173]
contact-row: Address : Unit 1, 3rd floor, VIOS Commercial Tower, Near Wadala Truck Terminal Wadala (E), Mumbai- 400037. support.baanknet@psballiance.com	[49, 430, 787, 443]
guideline-item: (g) Bidders are advised to preserve the EMD and other deposits challan and also a copy of the terms and conditions of online sale downloaded from the portal of the e-auction service provider for future reference.	[807, 1120, 1539, 1141]
guideline-item: (i) Incomplete bids without proper EMD bids not in conformity with the terms and conditions above and bids submitted after the stipulated date and time are liable to be summarily rejected.	[807, 79, 1489, 89]
guideline-item: (c) The purchaser may within thirty days of the sale, apply for setting aside the sale on the ground that the certificate debtor had no saleable interest in the property sold.	[807, 908, 1421, 918]
schedule-header: Details of any encumbrances to which the property is liable	[240, 1127, 440, 1150]
condition-v: v. Each intending bidders shall be required to deposit Earnest Money Deposit (EMD) by 30.05.2025 upto 05 pm by way of DD/Pay order in favour of RECOVERY OFFICER, DEBTS RECOVERY TRIBUNAL PUNE to be deposited with R.O./Court Auctioneer, DEBTS RECOVERY TRIBUNAL PUNE Or by Online through RTGS/NEFT/directly into the Account No. 11045459336 the name of "Recovery Officer — DRT, Pune — held with the STATE BANK OF INDIA IFSC Code No. SBIN0007339 and details of the property along with copy of PAN card, address proof and identity proof, e-mail ID, Mobile No. and in case of the company, any other document, confirming representation/ attorney of the company and the receipt/counter foil of such deposit. EMD deposited thereafter shall not be considered eligible for participation in the auction.	[49, 655, 787, 709]
guideline-item: (b) Unsuccessful bidders shall ensure return of their EMD and, if not received in a reasonable time, immediately: contact the Recovery Officer and/or the CH Bank.	[807, 827, 1400, 837]
guideline-item: (b) Bidders shall inspect the property and satisfy themselves regarding the physical nature, condition, extent, etc of the property.	[49, 1624, 529, 1633]
contact-row: Phone No: +91-8291220220- Customer Care Desk Website Address : https://baanknet.com	[49, 443, 787, 457]
seal-stamp: SEAL	[938, 1661, 992, 1691]
term: The movable/immovable property is being sold on "As is where is and As is what is basis" and is subject to Publication charges, revenue and other Encumbrances as per rules. The undersigned reserves the right to accept or reject any or all bids, if found unreasonable or may postpone the auction at any time without assigning any reason.	[49, 1052, 787, 1073]
guideline-item: (e) No complaint on time factor or paucity of time for bidding will be entertained.	[807, 313, 1098, 323]
condition-intro: The sale will be of the properties of defendants/ CDs above named, as mentioned in the schedule below & the liabilities and claims attaching to the said properties, so far as they have been ascertained, are those specified in the schedule.	[49, 475, 787, 496]
contact-row: Name of the CH Bank : State Bank of India	[49, 353, 787, 367]
